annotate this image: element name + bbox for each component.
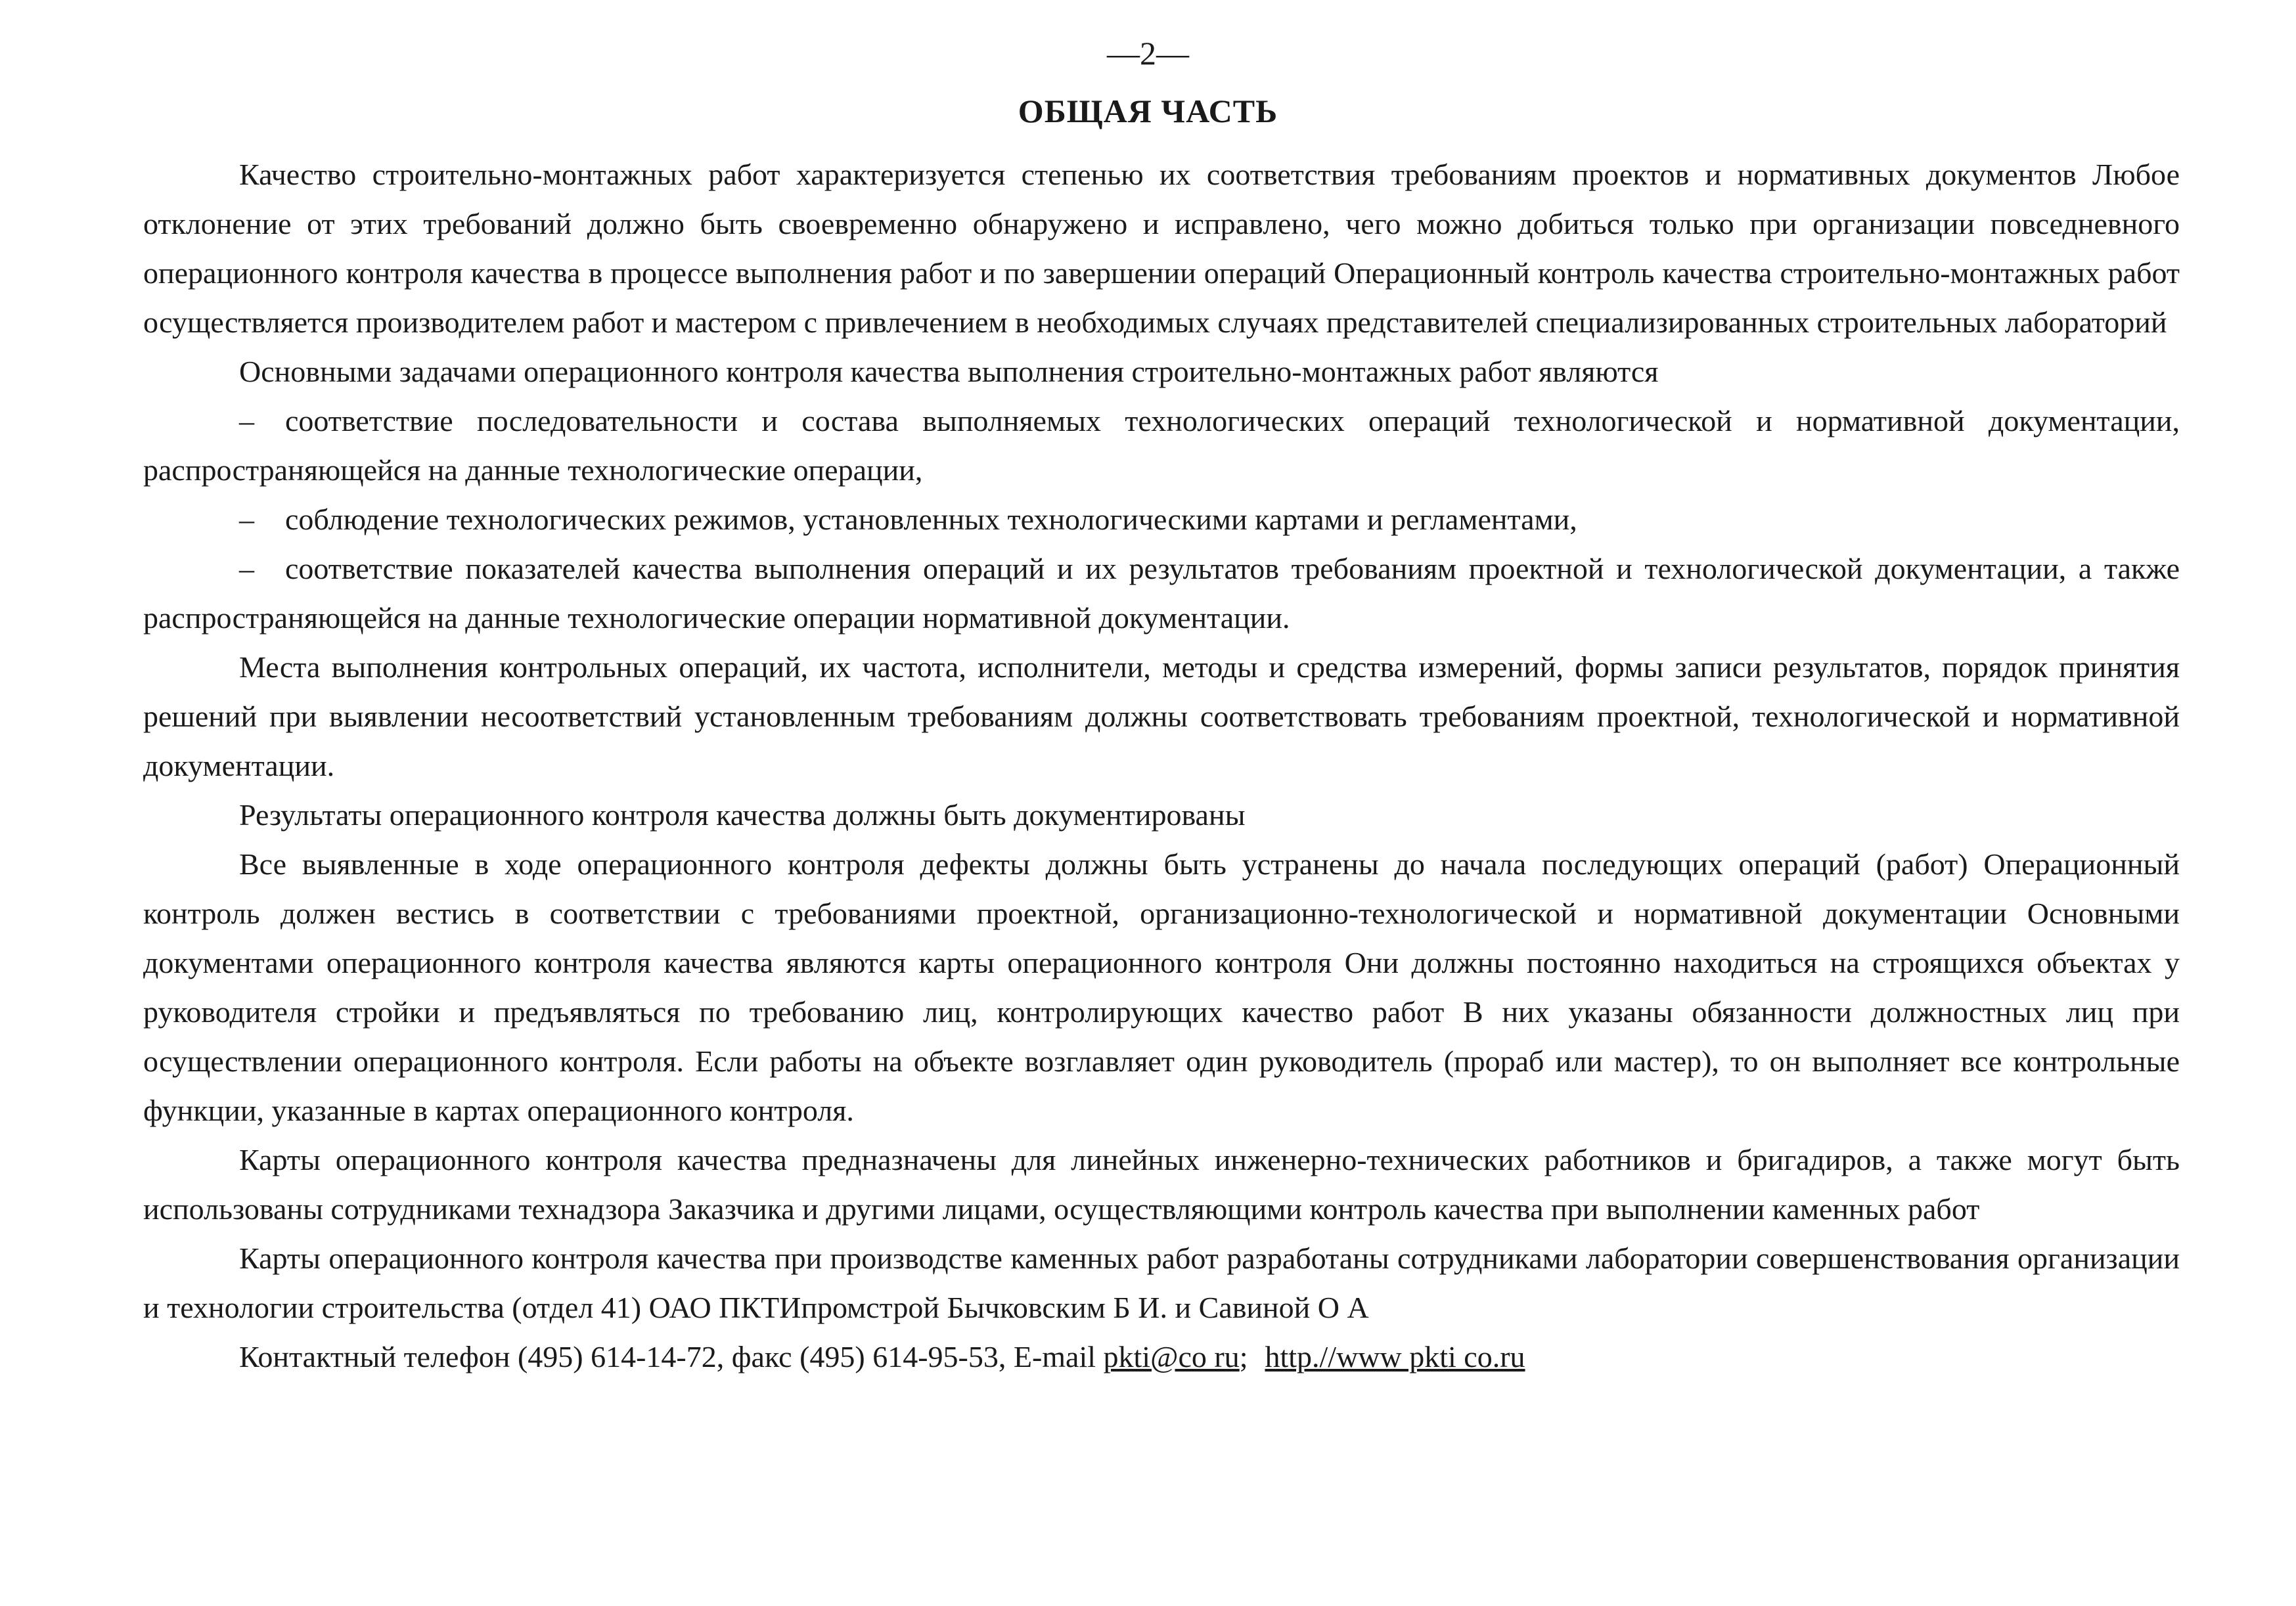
paragraph-quality-definition: Качество строительно-монтажных работ характеризуется степенью их соответствия требованиям проектов и нормативных документов Любое отклонение от этих требований должно быть своевременно обнаружено и исправлено, чего можно добиться только при организации повседневного операционного контроля качества в процессе выполнения работ и по завершении операций Операционный контроль качества строительно-монтажных работ осуществляется производителем работ и мастером с привлечением в необходимых случаях представителей специализированных строительных лабораторий <box>143 158 2180 339</box>
list-item <box>143 396 2180 495</box>
paragraph-defects: Все выявленные в ходе операционного контроля дефекты должны быть устранены до начала последующих операций (работ) Операционный контроль должен вестись в соответствии с требованиями проектной, организационно-технологической и нормативной документации Основными документами операционного контроля качества являются карты операционного контроля Они должны постоянно находиться на строящихся объектах у руководителя стройки и предъявляться по требованию лиц, контролирующих качество работ В них указаны обязанности должностных лиц при осуществлении операционного контроля. Если работы на объекте возглавляет один руководитель (прораб или мастер), то он выполняет все контрольные функции, указанные в картах операционного контроля. <box>143 847 2180 1127</box>
website-link[interactable]: http.//www pkti co.ru <box>1265 1340 1525 1373</box>
dash-bullet: – <box>239 552 254 585</box>
dash-bullet: – <box>239 404 254 437</box>
contact-prefix: Контактный телефон (495) 614-14-72, факс (495) 614-95-53, E-mail <box>239 1340 1096 1373</box>
page-number: —2— <box>1107 35 1189 72</box>
paragraph-tasks-intro: Основными задачами операционного контроля качества выполнения строительно-монтажных работ являются <box>239 355 1659 388</box>
email-link[interactable]: pkti@co ru <box>1103 1340 1240 1373</box>
dash-bullet: – <box>239 502 254 536</box>
list-item <box>143 544 2180 642</box>
body-text <box>143 150 2180 1381</box>
paragraph-results-documented: Результаты операционного контроля качества должны быть документированы <box>239 798 1246 832</box>
section-title: ОБЩАЯ ЧАСТЬ <box>1018 93 1278 129</box>
paragraph-authors: Карты операционного контроля качества при производстве каменных работ разработаны сотрудниками лаборатории совершенствования организации и технологии строительства (отдел 41) ОАО ПКТИпромстрой Бычковским Б И. и Савиной О А <box>143 1241 2180 1324</box>
contact-line <box>143 1332 2180 1381</box>
paragraph-control-places: Места выполнения контрольных операций, их частота, исполнители, методы и средства измерений, формы записи результатов, порядок принятия решений при выявлении несоответствий установленным требованиям должны соответствовать требованиям проектной, технологической и нормативной документации. <box>143 650 2180 782</box>
list-item-text: соответствие показателей качества выполнения операций и их результатов требованиям проектной и технологической документации, а также распространяющейся на данные технологические операции нормативной документации. <box>143 552 2180 635</box>
list-item <box>143 495 2180 544</box>
paragraph-cards-purpose: Карты операционного контроля качества предназначены для линейных инженерно-технических работников и бригадиров, а также могут быть использованы сотрудниками технадзора Заказчика и другими лицами, осуществляющими контроль качества при выполнении каменных работ <box>143 1143 2180 1226</box>
list-item-text: соблюдение технологических режимов, установленных технологическими картами и регламентами, <box>285 502 1577 536</box>
list-item-text: соответствие последовательности и состава выполняемых технологических операций технологической и нормативной документации, распространяющейся на данные технологические операции, <box>143 404 2180 487</box>
contact-separator: ; <box>1239 1340 1248 1373</box>
